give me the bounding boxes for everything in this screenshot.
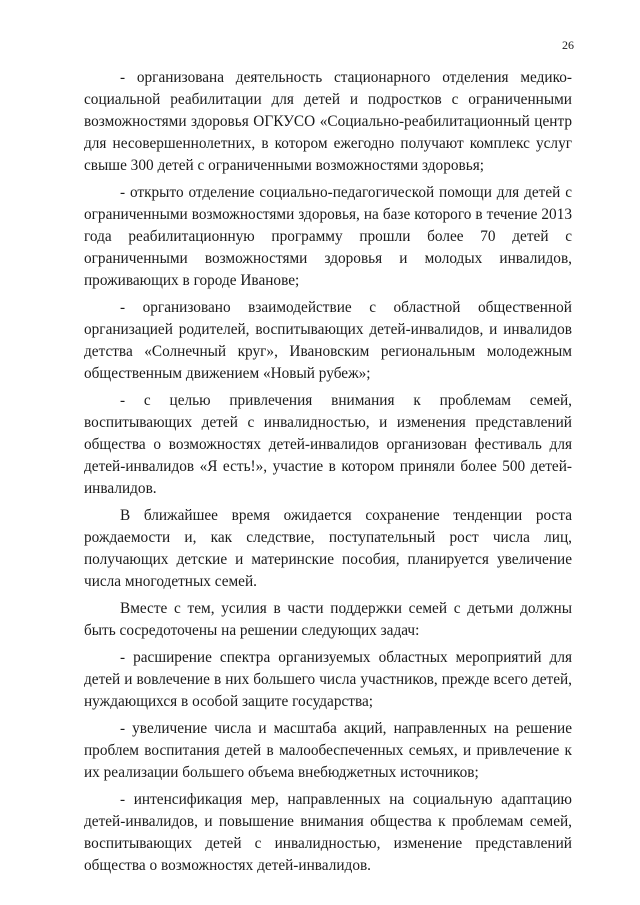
document-body — [84, 67, 572, 882]
paragraph-task-campaigns: - увеличение числа и масштаба акций, направленных на решение проблем воспитания детей в малообеспеченных семьях, и привлечение к их реализации большего объема внебюджетных источников; — [84, 720, 572, 781]
paragraph-birth-rate-forecast: В ближайшее время ожидается сохранение тенденции роста рождаемости и, как следствие, поступательный рост числа лиц, получающих детские и материнские пособия, планируется увеличение числа многодетных семей. — [84, 507, 572, 590]
paragraph-rehab-department: - организована деятельность стационарного отделения медико-социальной реабилитации для детей и подростков с ограниченными возможностями здоровья ОГКУСО «Социально-реабилитационный центр для несовершеннолетних, в котором ежегодно получают комплекс услуг свыше 300 детей с ограниченными возможностями здоровья; — [84, 69, 572, 174]
paragraph-task-events: - расширение спектра организуемых областных мероприятий для детей и вовлечение в них большего числа участников, прежде всего детей, нуждающихся в особой защите государства; — [84, 649, 572, 710]
paragraph-social-pedagogical-department: - открыто отделение социально-педагогической помощи для детей с ограниченными возможностями здоровья, на базе которого в течение 2013 года реабилитационную программу прошли более 70 детей с ограниченными возможностями здоровья и молодых инвалидов, проживающих в городе Иванове; — [84, 184, 572, 289]
paragraph-task-adaptation: - интенсификация мер, направленных на социальную адаптацию детей-инвалидов, и повышение внимания общества к проблемам семей, воспитывающих детей с инвалидностью, изменение представлений общества о возможностях детей-инвалидов. — [84, 791, 572, 874]
paragraph-festival: - с целью привлечения внимания к проблемам семей, воспитывающих детей с инвалидностью, и изменения представлений общества о возможностях детей-инвалидов организован фестиваль для детей-инвалидов «Я есть!», участие в котором приняли более 500 детей-инвалидов. — [84, 392, 572, 497]
paragraph-organizations-cooperation: - организовано взаимодействие с областной общественной организацией родителей, воспитывающих детей-инвалидов, и инвалидов детства «Солнечный круг», Ивановским региональным молодежным общественным движением «Новый рубеж»; — [84, 299, 572, 382]
page-number: 26 — [562, 38, 574, 52]
paragraph-tasks-intro: Вместе с тем, усилия в части поддержки семей с детьми должны быть сосредоточены на решении следующих задач: — [84, 600, 572, 639]
